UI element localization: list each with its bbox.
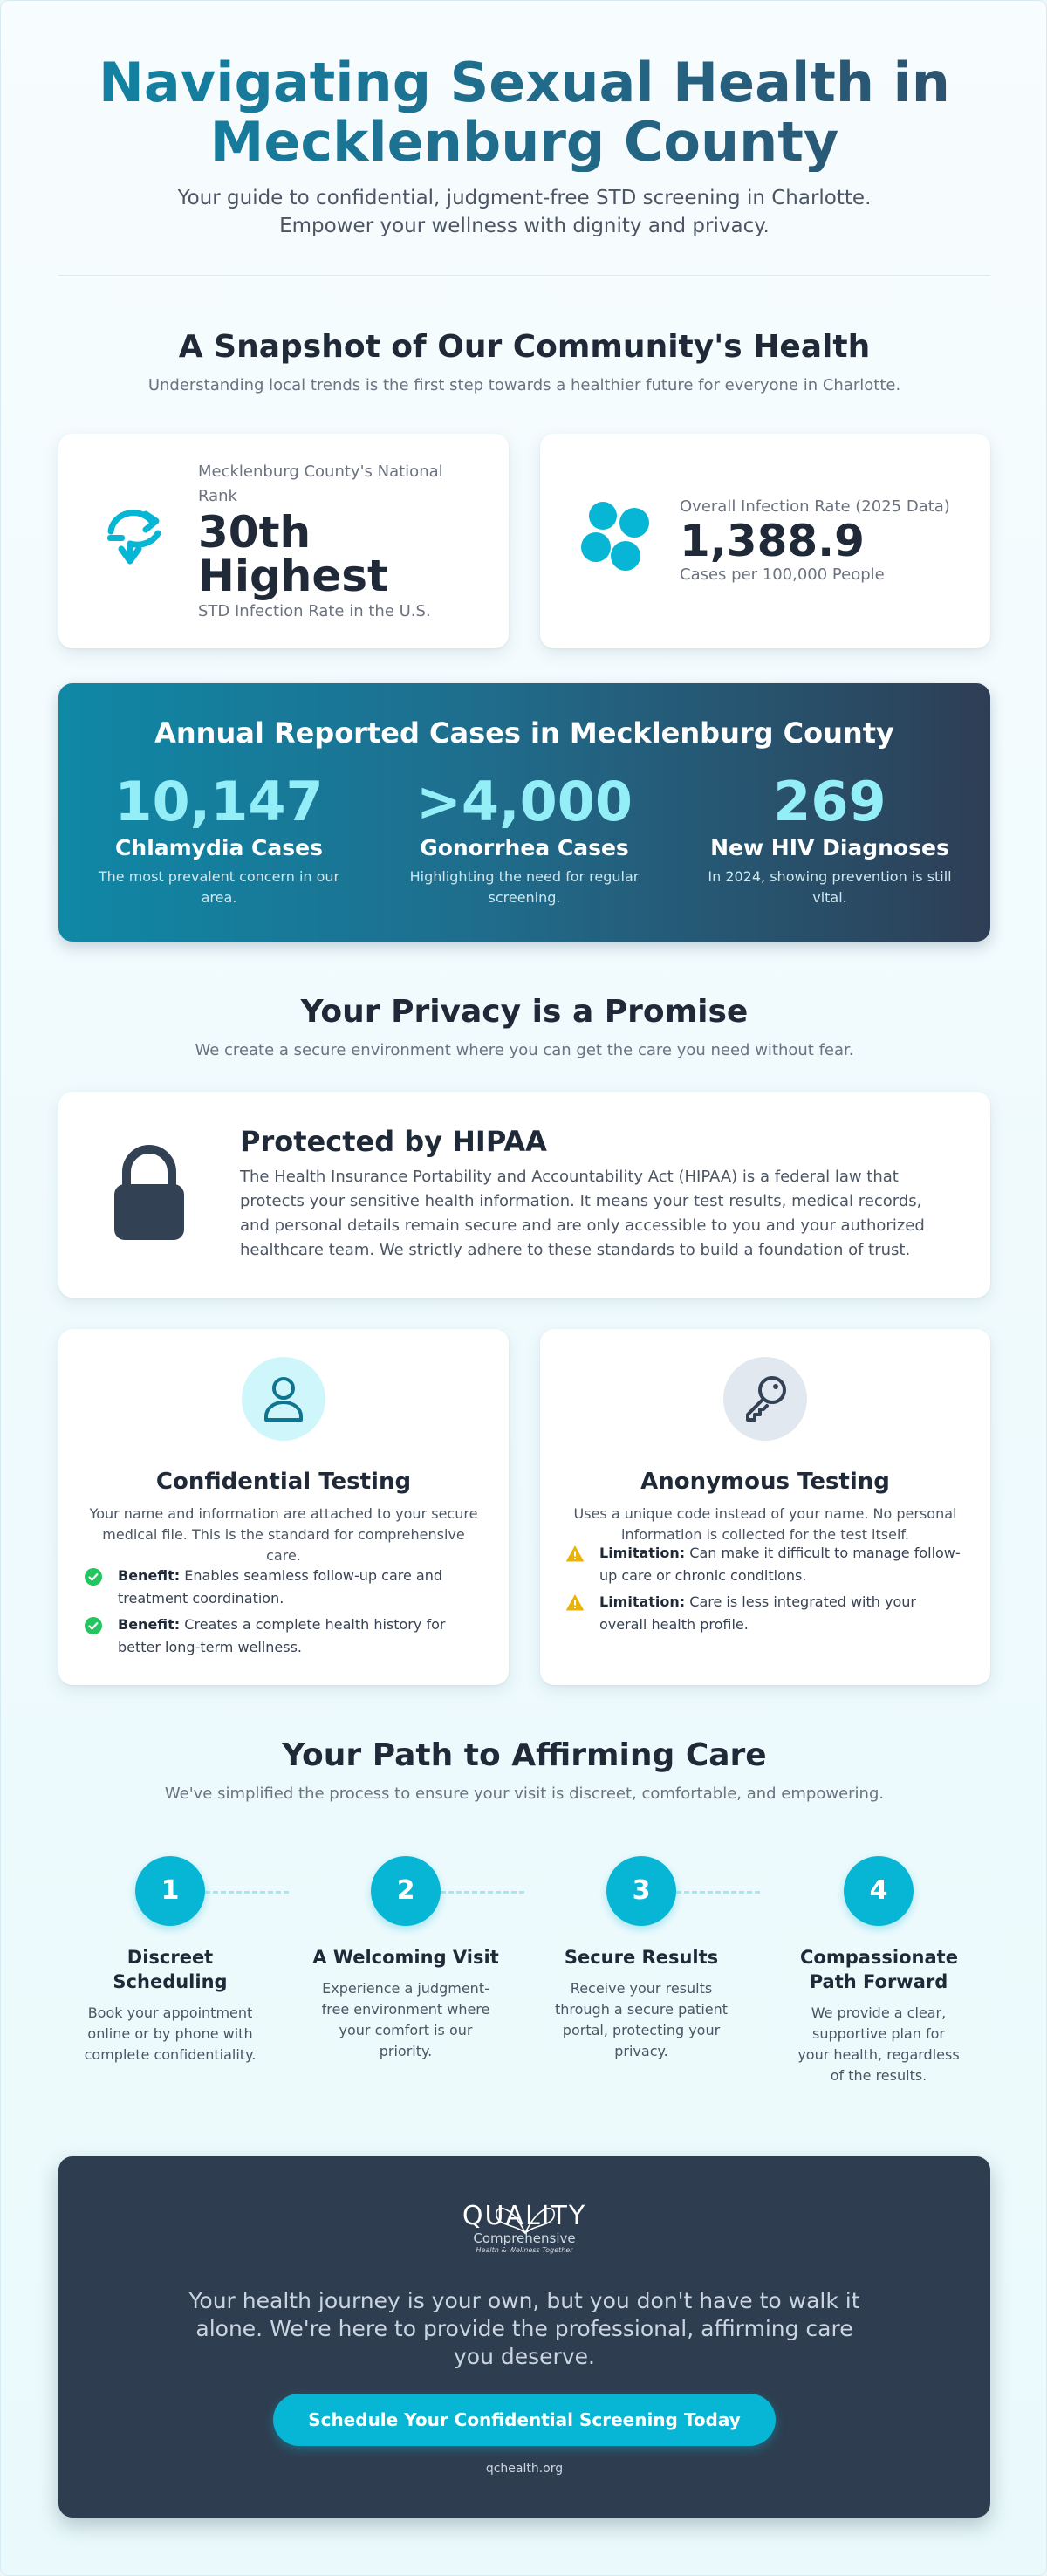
anonymous-card: Anonymous Testing Uses a unique code instead of your name. No personal information is collected for the test itself. Limitation: Can make it difficult to manage follow-up care or chronic conditions. Limitation: Care is less integrated with your overall health profile.	[540, 1329, 990, 1685]
confidential-title: Confidential Testing	[155, 1469, 412, 1495]
warning-icon	[566, 1594, 584, 1612]
step-number: 2	[371, 1856, 441, 1926]
step-1	[74, 1856, 266, 2066]
page-title-line2: Mecklenburg County	[209, 110, 839, 174]
step-number: 4	[844, 1856, 914, 1926]
step-desc: Experience a judgment-free environment where your comfort is our priority.	[321, 1980, 490, 2059]
hipaa-card	[58, 1092, 990, 1298]
rate-card	[540, 434, 990, 648]
step-title: Compassionate Path Forward	[800, 1947, 958, 1992]
snapshot-title: A Snapshot of Our Community's Health	[178, 329, 871, 365]
case-gonorrhea	[393, 771, 655, 908]
step-title: Discreet Scheduling	[113, 1947, 228, 1992]
rate-foot: Cases per 100,000 People	[680, 565, 885, 584]
step-desc: Book your appointment online or by phone with complete confidentiality.	[84, 2004, 257, 2063]
anonymous-desc: Uses a unique code instead of your name. No personal information is collected for the test itself.	[573, 1505, 957, 1543]
page-subtitle	[1, 184, 1047, 240]
case-value: 10,147	[114, 770, 324, 833]
case-label: Gonorrhea Cases	[420, 835, 629, 860]
step-desc: We provide a clear, supportive plan for your health, regardless of the results.	[797, 2004, 960, 2084]
rank-foot: STD Infection Rate in the U.S.	[198, 602, 431, 620]
step-3	[545, 1856, 737, 2062]
person-icon	[242, 1357, 325, 1441]
lock-icon	[107, 1141, 191, 1249]
case-chlamydia	[88, 771, 350, 908]
step-desc: Receive your results through a secure patient portal, protecting your privacy.	[554, 1980, 729, 2059]
footer-message: Your health journey is your own, but you don't have to walk it alone. We're here to provide the professional, affirming care you deserve.	[188, 2288, 860, 2369]
schedule-screening-button[interactable]: Schedule Your Confidential Screening Today	[273, 2394, 776, 2446]
case-desc: In 2024, showing prevention is still vital.	[708, 868, 952, 906]
page-title	[1, 53, 1047, 172]
case-label: Chlamydia Cases	[115, 835, 323, 860]
confidential-desc: Your name and information are attached to your secure medical file. This is the standard for comprehensive care.	[89, 1505, 478, 1564]
case-hiv	[699, 771, 961, 908]
step-4	[783, 1856, 975, 2086]
hipaa-text: The Health Insurance Portability and Accountability Act (HIPAA) is a federal law that protects your sensitive health information. It means your test results, medical records, and personal details remain secure and are only accessible to you and your authorized healthcare team. We strictly adhere to these standards to build a foundation of trust.	[240, 1168, 925, 1259]
logo-tag: Health & Wellness Together	[476, 2246, 573, 2254]
check-circle-icon	[85, 1568, 102, 1586]
check-circle-icon	[85, 1617, 102, 1634]
cases-banner	[58, 683, 990, 942]
case-label: New HIV Diagnoses	[710, 835, 949, 860]
page-subtitle-line1: Your guide to confidential, judgment-free STD screening in Charlotte.	[177, 187, 872, 209]
hero	[1, 53, 1047, 240]
privacy-subtitle: We create a secure environment where you can get the care you need without fear.	[195, 1041, 854, 1059]
step-number: 1	[135, 1856, 205, 1926]
cases-title: Annual Reported Cases in Mecklenburg County	[154, 716, 894, 750]
case-desc: The most prevalent concern in our area.	[98, 868, 340, 906]
step-title: Secure Results	[564, 1947, 719, 1968]
rising-arrows-icon	[92, 490, 179, 577]
case-value: >4,000	[415, 770, 633, 833]
rate-value: 1,388.9	[680, 516, 865, 566]
step-2	[310, 1856, 502, 2062]
key-icon	[723, 1357, 807, 1441]
hero-divider	[58, 275, 990, 276]
confidential-card: Confidential Testing Your name and information are attached to your secure medical file. This is the standard for comprehensive care. Benefit: Enables seamless follow-up care and treatment coordination. Benefit: Creates a complete health history for better long-term wellness.	[58, 1329, 509, 1685]
path-subtitle: We've simplified the process to ensure your visit is discreet, comfortable, and empowering.	[164, 1785, 885, 1803]
privacy-title: Your Privacy is a Promise	[300, 994, 749, 1030]
logo-sub: Comprehensive	[473, 2230, 576, 2246]
website-link[interactable]: qchealth.org	[485, 2462, 564, 2476]
anonymous-title: Anonymous Testing	[640, 1469, 890, 1495]
logo-main: QUALITY	[462, 2201, 587, 2231]
step-number: 3	[606, 1856, 676, 1926]
case-value: 269	[773, 770, 886, 833]
footer-cta-panel	[58, 2156, 990, 2518]
case-desc: Highlighting the need for regular screening.	[409, 868, 640, 906]
snapshot-subtitle: Understanding local trends is the first step towards a healthier future for everyone in Charlotte.	[147, 376, 901, 394]
step-title: A Welcoming Visit	[312, 1947, 499, 1968]
page-title-line1: Navigating Sexual Health in	[99, 51, 950, 114]
rank-label: Mecklenburg County's National Rank	[198, 462, 443, 505]
brand-logo	[437, 2202, 612, 2268]
hipaa-title: Protected by HIPAA	[240, 1125, 547, 1158]
page-subtitle-line2: Empower your wellness with dignity and privacy.	[279, 215, 770, 237]
rank-card	[58, 434, 509, 648]
rank-value: 30th Highest	[198, 507, 388, 601]
warning-icon	[566, 1545, 584, 1563]
path-title: Your Path to Affirming Care	[282, 1737, 767, 1773]
cells-icon	[573, 497, 660, 584]
rate-label: Overall Infection Rate (2025 Data)	[680, 497, 950, 516]
